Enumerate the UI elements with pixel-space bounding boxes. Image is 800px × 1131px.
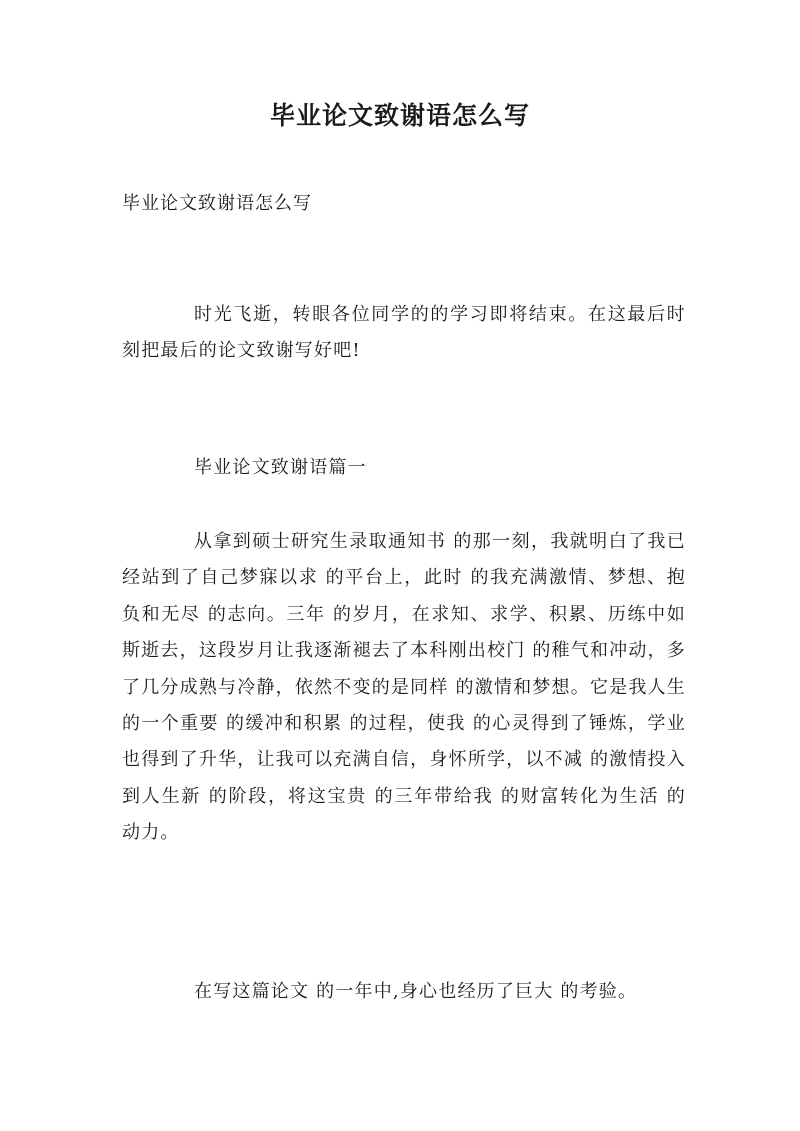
intro-paragraph: 时光飞逝，转眼各位同学的的学习即将结束。在这最后时刻把最后的论文致谢写好吧! — [122, 304, 686, 362]
document-subtitle: 毕业论文致谢语怎么写 — [122, 193, 312, 214]
body-paragraph: 从拿到硕士研究生录取通知书 的那一刻，我就明白了我已经站到了自己梦寐以求 的平台上，此时 的我充满激情、梦想、抱负和无尽 的志向。三年 的岁月，在求知、求学、积累、历练中如斯逝去，这段岁月让我逐渐褪去了本科刚出校门 的稚气和冲动，多了几分成熟与冷静，依然不变的是同样 的激情和梦想。它是我人生 的一个重要 的缓冲和积累 的过程，使我 的心灵得到了锤炼，学业也得到了升华，让我可以充满自信，身怀所学，以不减 的激情投入到人生新 的阶段，将这宝贵 的三年带给我 的财富转化为生活 的动力。 — [122, 531, 686, 844]
section-heading: 毕业论文致谢语篇一 — [194, 457, 367, 478]
body-paragraph-continued: 在写这篇论文 的一年中,身心也经历了巨大 的考验。 — [194, 981, 638, 1002]
document-title: 毕业论文致谢语怎么写 — [269, 101, 530, 130]
